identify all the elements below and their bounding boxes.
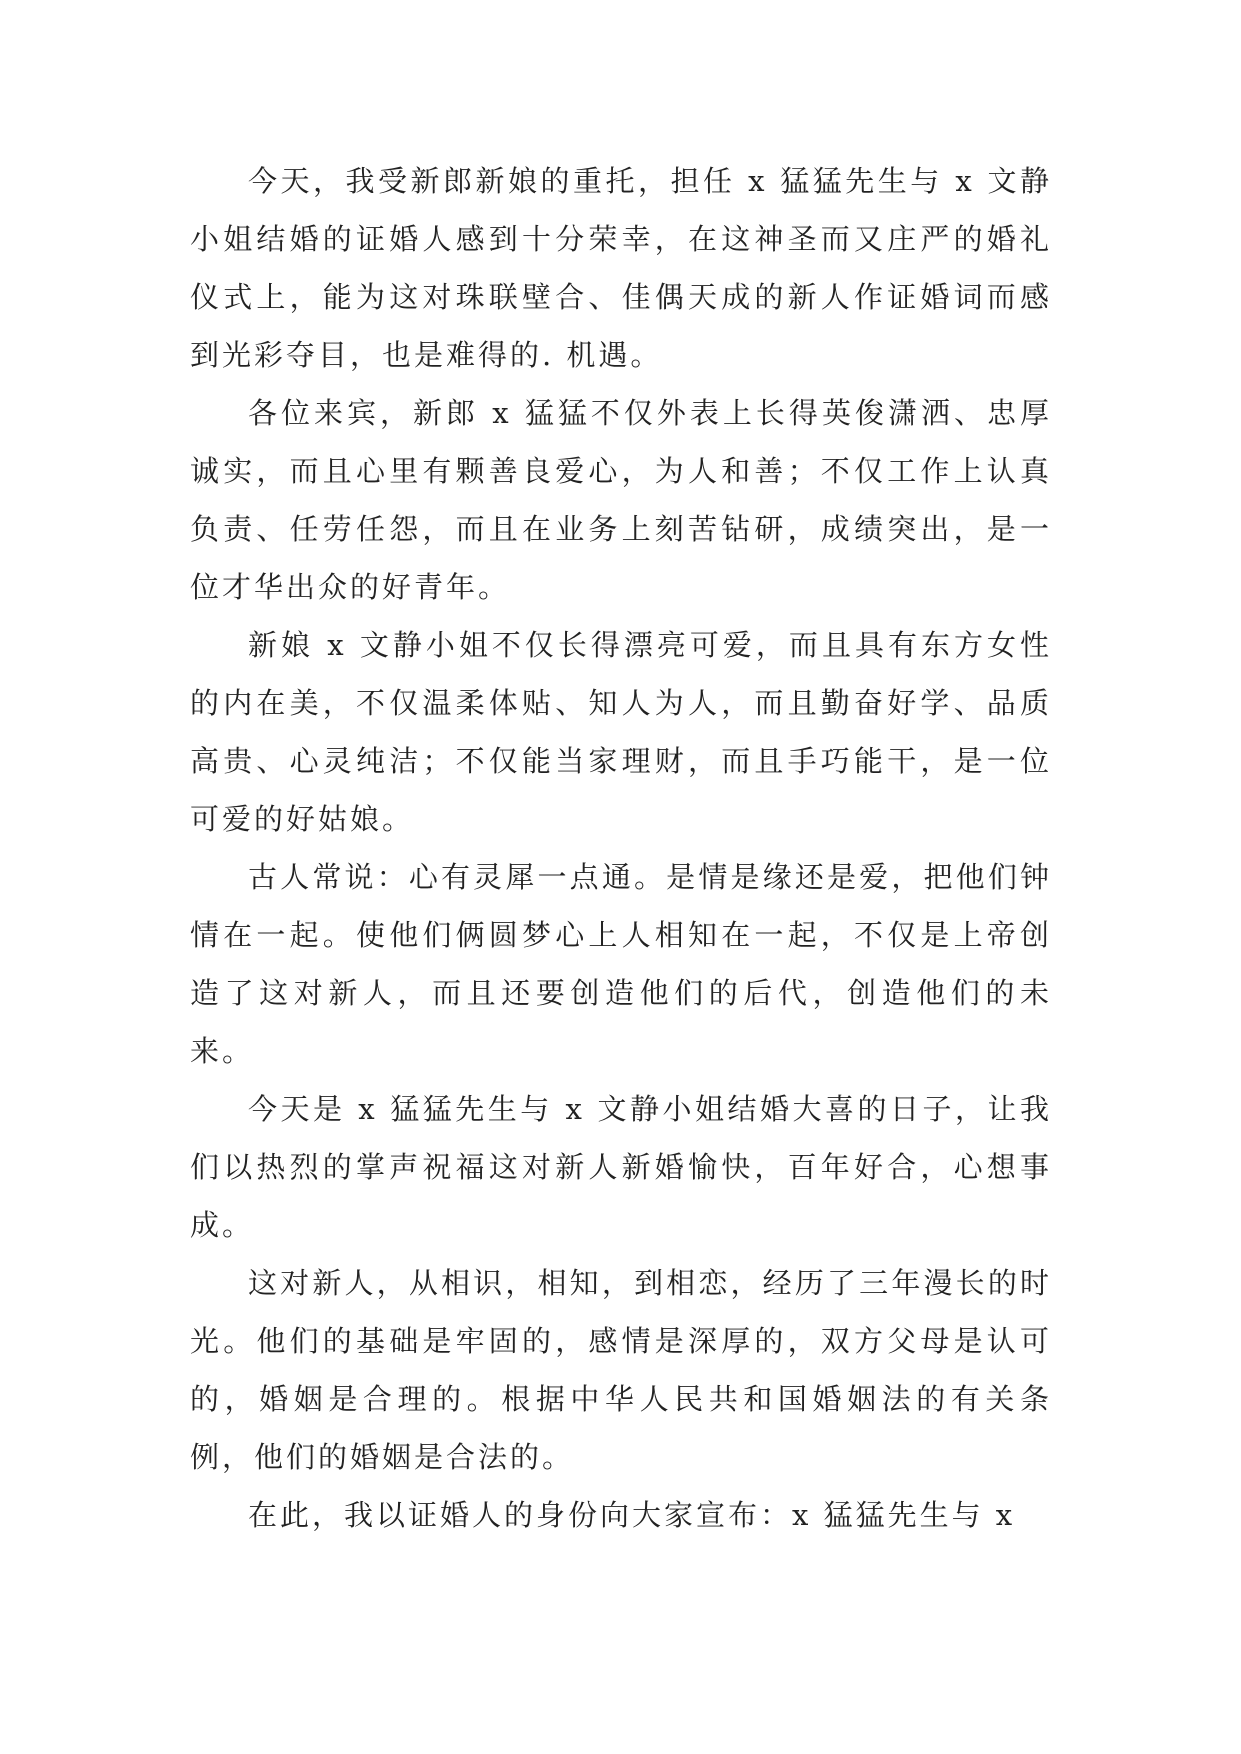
paragraph-3: 新娘 x 文静小姐不仅长得漂亮可爱，而且具有东方女性的内在美，不仅温柔体贴、知人为人，而且勤奋好学、品质高贵、心灵纯洁；不仅能当家理财，而且手巧能干，是一位可爱的好姑娘。 [190, 628, 1052, 836]
paragraph-5: 今天是 x 猛猛先生与 x 文静小姐结婚大喜的日子，让我们以热烈的掌声祝福这对新人新婚愉快，百年好合，心想事成。 [190, 1092, 1052, 1242]
paragraph-7: 在此，我以证婚人的身份向大家宣布：x 猛猛先生与 x [248, 1498, 1016, 1532]
paragraph-1: 今天，我受新郎新娘的重托，担任 x 猛猛先生与 x 文静小姐结婚的证婚人感到十分荣幸，在这神圣而又庄严的婚礼仪式上，能为这对珠联壁合、佳偶天成的新人作证婚词而感到光彩夺目，也是难得的. 机遇。 [190, 164, 1052, 372]
paragraph-2: 各位来宾，新郎 x 猛猛不仅外表上长得英俊潇洒、忠厚诚实，而且心里有颗善良爱心，为人和善；不仅工作上认真负责、任劳任怨，而且在业务上刻苦钻研，成绩突出，是一位才华出众的好青年。 [190, 396, 1052, 604]
paragraph-4: 古人常说：心有灵犀一点通。是情是缘还是爱，把他们钟情在一起。使他们俩圆梦心上人相知在一起，不仅是上帝创造了这对新人，而且还要创造他们的后代，创造他们的未来。 [190, 860, 1052, 1068]
document-body [190, 152, 1052, 1544]
paragraph-6: 这对新人，从相识，相知，到相恋，经历了三年漫长的时光。他们的基础是牢固的，感情是深厚的，双方父母是认可的，婚姻是合理的。根据中华人民共和国婚姻法的有关条例，他们的婚姻是合法的。 [190, 1266, 1052, 1474]
